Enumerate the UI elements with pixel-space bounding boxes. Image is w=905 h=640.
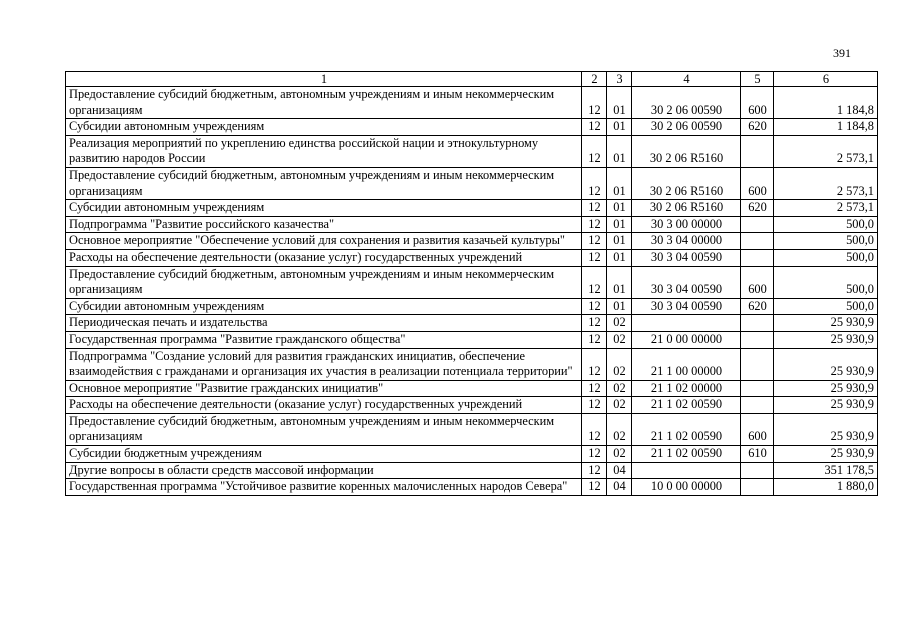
table-row — [66, 446, 878, 463]
table-row — [66, 462, 878, 479]
table-row — [66, 119, 878, 136]
row-amount: 25 930,9 — [774, 348, 878, 380]
row-expense-type — [741, 397, 774, 414]
table-row — [66, 479, 878, 496]
row-target-article: 21 0 00 00000 — [632, 331, 741, 348]
row-section: 12 — [582, 167, 607, 199]
row-amount: 500,0 — [774, 216, 878, 233]
row-target-article: 21 1 00 00000 — [632, 348, 741, 380]
row-amount: 25 930,9 — [774, 380, 878, 397]
row-name: Предоставление субсидий бюджетным, автономным учреждениям и иным некоммерческим организациям — [66, 266, 582, 298]
row-subsection: 01 — [607, 200, 632, 217]
row-amount: 500,0 — [774, 266, 878, 298]
row-name: Предоставление субсидий бюджетным, автономным учреждениям и иным некоммерческим организациям — [66, 413, 582, 445]
row-expense-type — [741, 315, 774, 332]
table-row — [66, 87, 878, 119]
row-section: 12 — [582, 479, 607, 496]
row-expense-type: 620 — [741, 200, 774, 217]
row-subsection: 02 — [607, 315, 632, 332]
row-section: 12 — [582, 397, 607, 414]
row-subsection: 02 — [607, 348, 632, 380]
row-section: 12 — [582, 119, 607, 136]
row-subsection: 02 — [607, 446, 632, 463]
row-name: Субсидии автономным учреждениям — [66, 298, 582, 315]
row-section: 12 — [582, 216, 607, 233]
row-section: 12 — [582, 446, 607, 463]
row-section: 12 — [582, 249, 607, 266]
header-col-1: 1 — [66, 72, 582, 87]
row-subsection: 01 — [607, 135, 632, 167]
row-target-article: 30 3 00 00000 — [632, 216, 741, 233]
table-row — [66, 331, 878, 348]
row-target-article: 21 1 02 00590 — [632, 397, 741, 414]
table-row — [66, 200, 878, 217]
table-row — [66, 397, 878, 414]
row-amount: 1 184,8 — [774, 87, 878, 119]
row-section: 12 — [582, 413, 607, 445]
row-section: 12 — [582, 298, 607, 315]
row-expense-type: 620 — [741, 119, 774, 136]
row-subsection: 01 — [607, 216, 632, 233]
row-section: 12 — [582, 200, 607, 217]
header-col-5: 5 — [741, 72, 774, 87]
table-row — [66, 380, 878, 397]
row-subsection: 02 — [607, 397, 632, 414]
row-target-article: 21 1 02 00590 — [632, 446, 741, 463]
row-amount: 25 930,9 — [774, 397, 878, 414]
header-row — [66, 72, 878, 87]
row-target-article: 30 2 06 R5160 — [632, 135, 741, 167]
row-target-article: 30 2 06 00590 — [632, 119, 741, 136]
row-amount: 500,0 — [774, 249, 878, 266]
row-name: Субсидии автономным учреждениям — [66, 200, 582, 217]
header-col-4: 4 — [632, 72, 741, 87]
row-expense-type — [741, 479, 774, 496]
row-name: Основное мероприятие "Развитие гражданских инициатив" — [66, 380, 582, 397]
row-expense-type: 620 — [741, 298, 774, 315]
row-subsection: 04 — [607, 479, 632, 496]
row-expense-type — [741, 462, 774, 479]
table-row — [66, 298, 878, 315]
table-row — [66, 348, 878, 380]
row-target-article: 30 3 04 00000 — [632, 233, 741, 250]
row-name: Другие вопросы в области средств массовой информации — [66, 462, 582, 479]
row-name: Периодическая печать и издательства — [66, 315, 582, 332]
row-amount: 2 573,1 — [774, 135, 878, 167]
row-expense-type: 600 — [741, 167, 774, 199]
row-section: 12 — [582, 462, 607, 479]
row-amount: 500,0 — [774, 233, 878, 250]
row-name: Предоставление субсидий бюджетным, автономным учреждениям и иным некоммерческим организациям — [66, 167, 582, 199]
header-col-2: 2 — [582, 72, 607, 87]
row-name: Государственная программа "Устойчивое развитие коренных малочисленных народов Севера" — [66, 479, 582, 496]
row-amount: 1 184,8 — [774, 119, 878, 136]
row-name: Реализация мероприятий по укреплению единства российской нации и этнокультурному развитию народов России — [66, 135, 582, 167]
row-target-article: 30 3 04 00590 — [632, 298, 741, 315]
row-target-article: 30 3 04 00590 — [632, 249, 741, 266]
row-target-article: 30 3 04 00590 — [632, 266, 741, 298]
row-name: Подпрограмма "Создание условий для развития гражданских инициатив, обеспечение взаимодействия с гражданами и организация их участия в реализации потенциала территории" — [66, 348, 582, 380]
row-name: Основное мероприятие "Обеспечение условий для сохранения и развития казачьей культуры" — [66, 233, 582, 250]
row-amount: 1 880,0 — [774, 479, 878, 496]
row-section: 12 — [582, 266, 607, 298]
row-target-article: 10 0 00 00000 — [632, 479, 741, 496]
page-number: 391 — [833, 46, 851, 60]
row-subsection: 01 — [607, 87, 632, 119]
row-expense-type — [741, 216, 774, 233]
row-name: Государственная программа "Развитие гражданского общества" — [66, 331, 582, 348]
row-name: Предоставление субсидий бюджетным, автономным учреждениям и иным некоммерческим организациям — [66, 87, 582, 119]
row-name: Расходы на обеспечение деятельности (оказание услуг) государственных учреждений — [66, 397, 582, 414]
row-name: Подпрограмма "Развитие российского казачества" — [66, 216, 582, 233]
row-section: 12 — [582, 331, 607, 348]
row-amount: 25 930,9 — [774, 331, 878, 348]
row-subsection: 04 — [607, 462, 632, 479]
table-row — [66, 167, 878, 199]
table-row — [66, 249, 878, 266]
row-section: 12 — [582, 233, 607, 250]
row-expense-type — [741, 233, 774, 250]
row-subsection: 02 — [607, 380, 632, 397]
row-name: Субсидии бюджетным учреждениям — [66, 446, 582, 463]
row-subsection: 01 — [607, 167, 632, 199]
header-col-6: 6 — [774, 72, 878, 87]
row-section: 12 — [582, 380, 607, 397]
row-expense-type — [741, 135, 774, 167]
row-amount: 25 930,9 — [774, 315, 878, 332]
table-row — [66, 413, 878, 445]
row-target-article — [632, 315, 741, 332]
row-section: 12 — [582, 87, 607, 119]
row-expense-type: 610 — [741, 446, 774, 463]
row-subsection: 01 — [607, 119, 632, 136]
table-row — [66, 266, 878, 298]
row-amount: 25 930,9 — [774, 413, 878, 445]
row-amount: 500,0 — [774, 298, 878, 315]
row-section: 12 — [582, 315, 607, 332]
row-expense-type — [741, 348, 774, 380]
row-subsection: 02 — [607, 413, 632, 445]
row-target-article: 30 2 06 00590 — [632, 87, 741, 119]
row-name: Субсидии автономным учреждениям — [66, 119, 582, 136]
row-section: 12 — [582, 135, 607, 167]
row-amount: 25 930,9 — [774, 446, 878, 463]
row-target-article: 30 2 06 R5160 — [632, 167, 741, 199]
row-subsection: 01 — [607, 266, 632, 298]
row-expense-type: 600 — [741, 413, 774, 445]
table-row — [66, 135, 878, 167]
table-body — [66, 87, 878, 496]
row-expense-type: 600 — [741, 87, 774, 119]
budget-table — [65, 71, 878, 496]
row-expense-type: 600 — [741, 266, 774, 298]
row-name: Расходы на обеспечение деятельности (оказание услуг) государственных учреждений — [66, 249, 582, 266]
row-target-article — [632, 462, 741, 479]
row-amount: 2 573,1 — [774, 167, 878, 199]
table-row — [66, 233, 878, 250]
row-expense-type — [741, 331, 774, 348]
row-target-article: 30 2 06 R5160 — [632, 200, 741, 217]
row-amount: 2 573,1 — [774, 200, 878, 217]
row-amount: 351 178,5 — [774, 462, 878, 479]
header-col-3: 3 — [607, 72, 632, 87]
row-target-article: 21 1 02 00590 — [632, 413, 741, 445]
row-section: 12 — [582, 348, 607, 380]
row-expense-type — [741, 380, 774, 397]
row-target-article: 21 1 02 00000 — [632, 380, 741, 397]
row-subsection: 01 — [607, 298, 632, 315]
row-subsection: 02 — [607, 331, 632, 348]
table-row — [66, 216, 878, 233]
table-row — [66, 315, 878, 332]
row-subsection: 01 — [607, 233, 632, 250]
row-expense-type — [741, 249, 774, 266]
row-subsection: 01 — [607, 249, 632, 266]
